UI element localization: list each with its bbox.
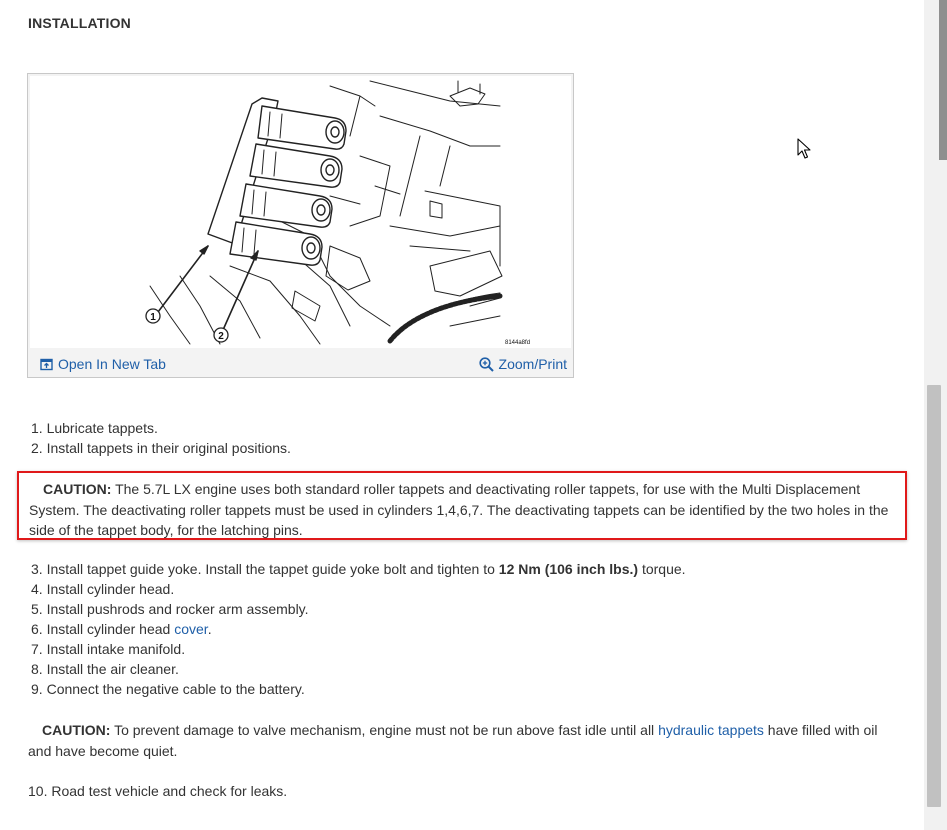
tappet-illustration[interactable]	[30, 76, 571, 348]
list-item: 10. Road test vehicle and check for leaks.	[28, 783, 288, 799]
hydraulic-tappets-link[interactable]: hydraulic tappets	[658, 722, 764, 738]
open-in-new-tab-link[interactable]	[40, 356, 166, 372]
scrollbar-thumb[interactable]	[927, 385, 941, 807]
list-item: 9. Connect the negative cable to the battery.	[31, 681, 305, 697]
open-new-tab-icon	[40, 358, 53, 371]
zoom-print-label: Zoom/Print	[498, 356, 567, 372]
caution-callout: CAUTION: To prevent damage to valve mechanism, engine must not be run above fast idle until all hydraulic tappets have filled with oil and have become quiet.	[28, 722, 878, 759]
list-item: 6. Install cylinder head cover.	[31, 621, 212, 637]
list-item: 2. Install tappets in their original positions.	[31, 440, 291, 456]
figure-panel	[27, 73, 574, 378]
callout-1: 1	[150, 312, 156, 323]
list-item: 7. Install intake manifold.	[31, 641, 186, 657]
steps-list-1	[31, 418, 291, 458]
list-item: 4. Install cylinder head.	[31, 581, 175, 597]
zoom-in-icon	[479, 357, 494, 372]
callout-2: 2	[218, 331, 224, 342]
caution-callout-highlighted	[17, 471, 907, 540]
steps-list-2	[31, 559, 686, 699]
list-item: 3. Install tappet guide yoke. Install the tappet guide yoke bolt and tighten to 12 Nm (106 inch lbs.) torque.	[31, 561, 686, 577]
caution-text: CAUTION: The 5.7L LX engine uses both standard roller tappets and deactivating roller tappets, for use with the Multi Displacement System. The deactivating roller tappets must be used in cylinders 1,4,6,7. The deactivating tappets can be identified by the two holes in the side of the tappet body, for the latching pins.	[29, 481, 889, 538]
list-item: 8. Install the air cleaner.	[31, 661, 179, 677]
scrollbar-outer-thumb[interactable]	[939, 0, 947, 160]
figure-toolbar	[28, 349, 573, 377]
list-item: 1. Lubricate tappets.	[31, 420, 158, 436]
section-heading: INSTALLATION	[28, 15, 131, 31]
list-item: 5. Install pushrods and rocker arm assembly.	[31, 601, 309, 617]
caution-label: CAUTION:	[42, 722, 111, 738]
caution-label: CAUTION:	[43, 481, 112, 497]
cover-link[interactable]: cover	[174, 621, 208, 637]
open-in-new-tab-label: Open In New Tab	[58, 356, 166, 372]
mouse-cursor-icon	[797, 138, 811, 163]
torque-value: 12 Nm (106 inch lbs.)	[498, 561, 639, 577]
zoom-print-link[interactable]	[479, 356, 567, 372]
figure-code: 8144a8fd	[505, 340, 531, 346]
